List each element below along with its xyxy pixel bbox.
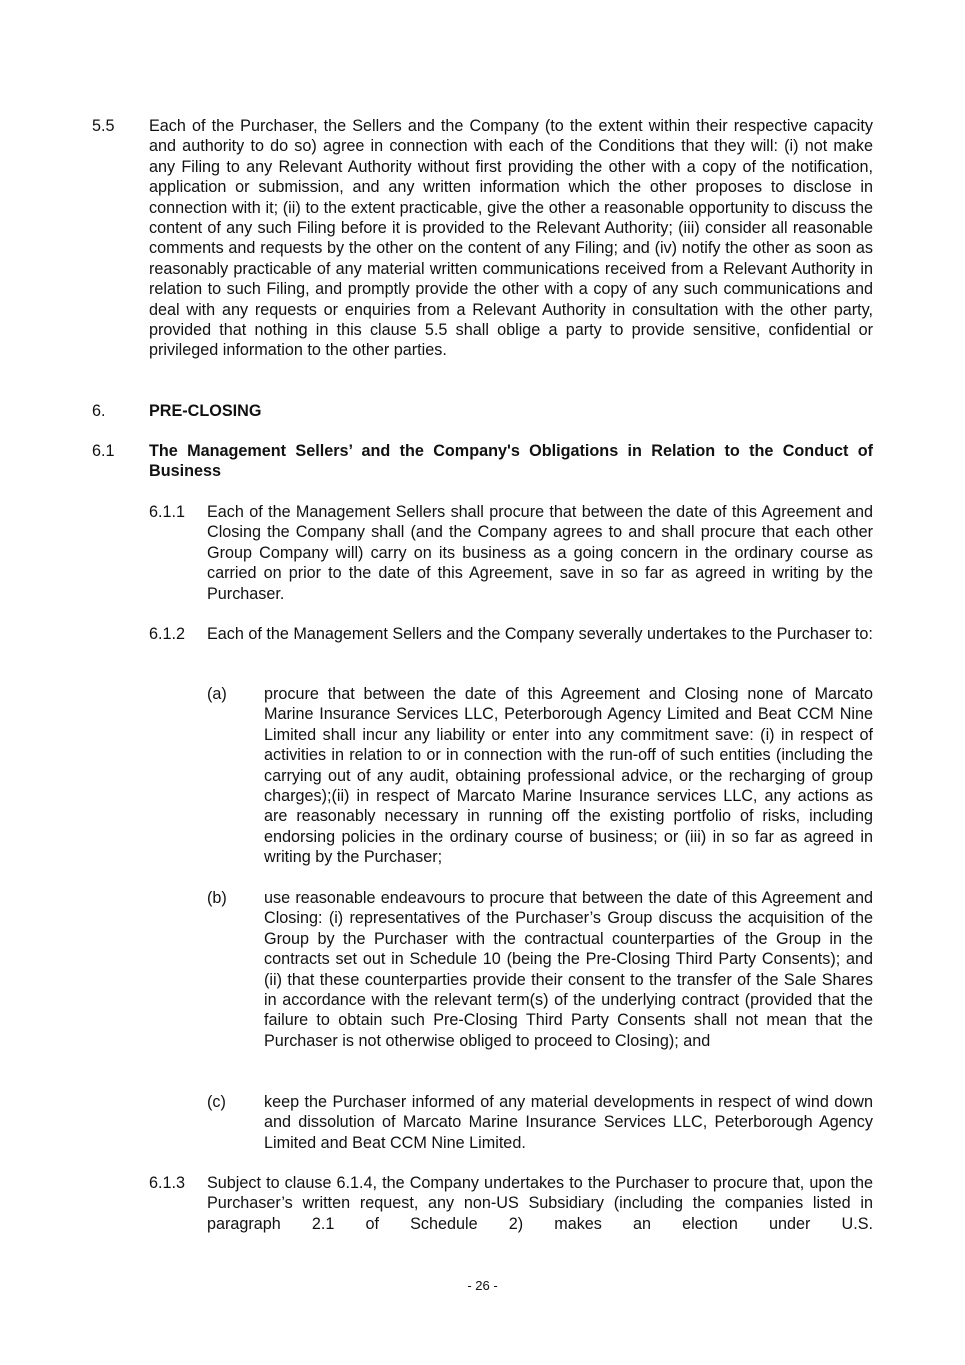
clause-number: (c) <box>207 1093 226 1111</box>
clause-number: (a) <box>207 685 227 703</box>
clause-text: keep the Purchaser informed of any material developments in respect of wind down and dissolution of Marcato Marine Insurance Services LLC, Peterborough Agency Limited and Beat CCM Nine Limited. <box>264 1093 873 1152</box>
clause-number: (b) <box>207 889 227 907</box>
clause-text: procure that between the date of this Agreement and Closing none of Marcato Marine Insurance Services LLC, Peterborough Agency Limited and Beat CCM Nine Limited shall incur any liability or enter into any commitment save: (i) in respect of activities in relation to or in connection with the run-off of such entities (including the carrying out of any audit, obtaining professional advice, or the recharging of group charges);(ii) in respect of Marcato Marine Insurance services LLC, any actions as are reasonably necessary in running off the existing portfolio of risks, including endorsing policies in the ordinary course of business; or (iii) in so far as agreed in writing by the Purchaser; <box>264 685 873 867</box>
clause-text: Each of the Management Sellers shall procure that between the date of this Agreement and Closing the Company shall (and the Company agrees to and shall procure that each other Group Company will) carry on its business as a going concern in the ordinary course as carried on prior to the date of this Agreement, save in so far as agreed in writing by the Purchaser. <box>207 503 873 603</box>
clause-number: 6.1.3 <box>149 1174 186 1192</box>
clause-number: 5.5 <box>92 117 115 135</box>
clause-number: 6.1 <box>92 442 115 460</box>
clause-text: Subject to clause 6.1.4, the Company undertakes to the Purchaser to procure that, upon the Purchaser’s written request, any non-US Subsidiary (including the companies listed in paragraph 2.1 of Schedule 2) makes an election under U.S. <box>207 1174 873 1233</box>
clause-text: Each of the Management Sellers and the Company severally undertakes to the Purchaser to: <box>207 625 873 643</box>
clause-text: use reasonable endeavours to procure that between the date of this Agreement and Closing: (i) representatives of the Purchaser’s Group discuss the acquisition of the Group by the Purchaser with the contractual counterparties of the Group in the contracts set out in Schedule 10 (being the Pre-Closing Third Party Consents); and (ii) that these counterparties provide their consent to the transfer of the Sale Shares in accordance with the relevant term(s) of the underlying contract (provided that the failure to obtain such Pre-Closing Third Party Consents shall not mean that the Purchaser is not otherwise obliged to proceed to Closing); and <box>264 889 873 1050</box>
clause-number: 6.1.1 <box>149 503 186 521</box>
clause-text: Each of the Purchaser, the Sellers and the Company (to the extent within their respective capacity and authority to do so) agree in connection with each of the Conditions that they will: (i) not make any Filing to any Relevant Authority without first providing the other with a copy of the notification, application or submission, and any written information which the other proposes to disclose in connection with it; (ii) to the extent practicable, give the other a reasonable opportunity to discuss the content of any such Filing before it is provided to the Relevant Authority; (iii) consider all reasonable comments and requests by the other on the content of any Filing; and (iv) notify the other as soon as reasonably practicable of any material written communications received from a Relevant Authority in relation to such Filing, and promptly provide the other with a copy of any such communications and deal with any requests or enquiries from a Relevant Authority in consultation with the other party, provided that nothing in this clause 5.5 shall oblige a party to provide sensitive, confidential or privileged information to the other parties. <box>149 117 873 360</box>
page-number: - 26 - <box>467 1278 498 1293</box>
subsection-heading: The Management Sellers’ and the Company's Obligations in Relation to the Conduct of Business <box>149 442 873 481</box>
clause-number: 6. <box>92 402 106 420</box>
section-heading: PRE-CLOSING <box>149 402 262 420</box>
clause-number: 6.1.2 <box>149 625 186 643</box>
